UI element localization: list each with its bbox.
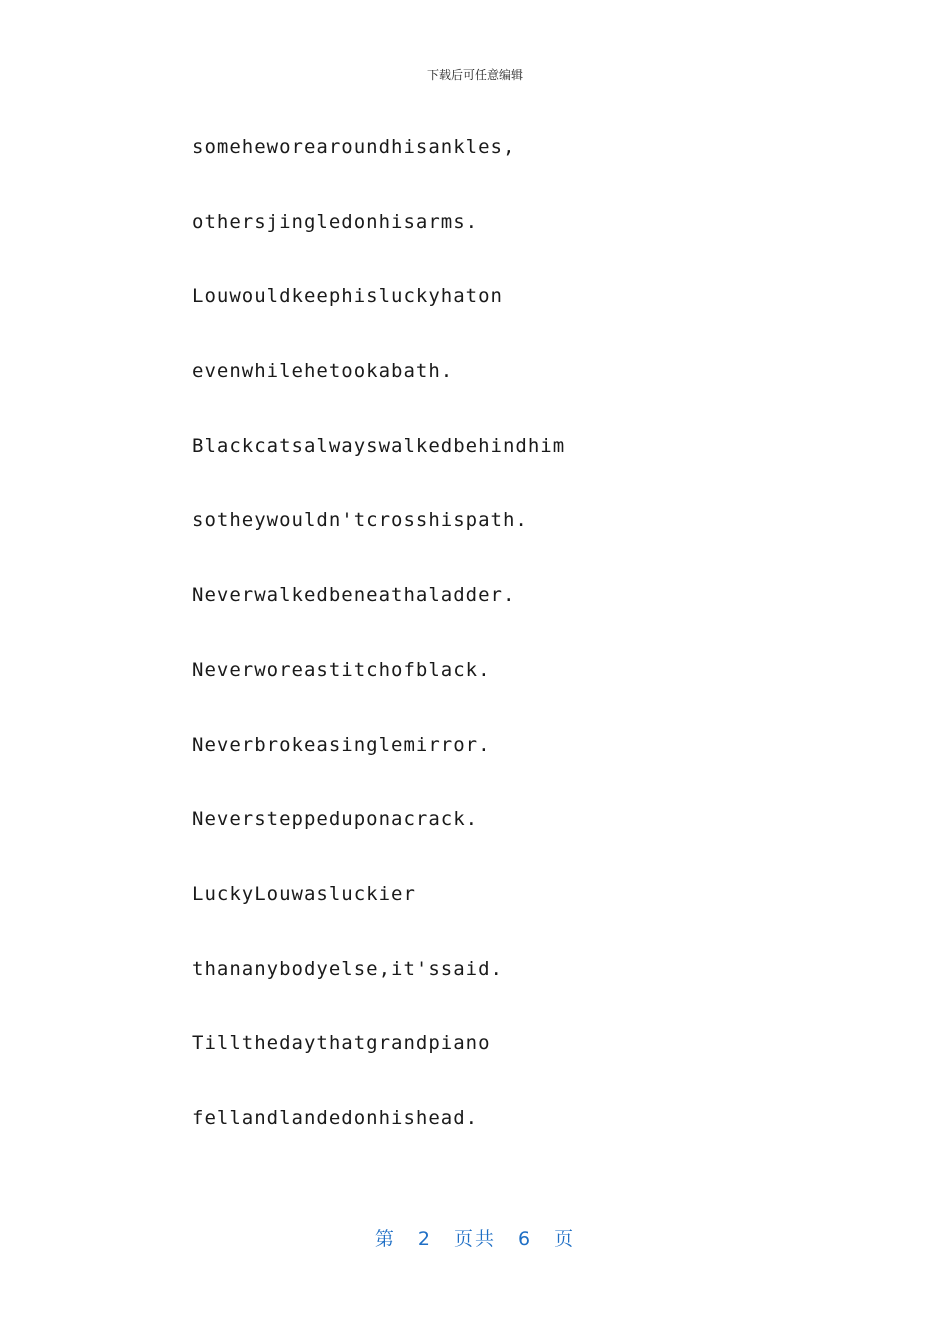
footer-total-pages: 6 — [518, 1228, 533, 1250]
text-line: LuckyLouwasluckier — [192, 882, 416, 905]
text-line: Neverwalkedbeneathaladder. — [192, 584, 516, 607]
text-line: someheworearoundhisankles, — [192, 136, 516, 158]
text-line: evenwhilehetookabath. — [192, 360, 454, 383]
footer-middle: 页共 — [453, 1228, 496, 1250]
document-body — [192, 128, 892, 1174]
text-line: othersjingledonhisarms. — [192, 210, 479, 233]
text-line: Neverworeastitchofblack. — [192, 658, 491, 681]
page-footer — [0, 1224, 950, 1254]
text-line: thananybodyelse,it'ssaid. — [192, 957, 503, 980]
page-header — [0, 66, 950, 84]
footer-suffix: 页 — [554, 1228, 576, 1250]
header-text: 下载后可任意编辑 — [426, 68, 523, 82]
text-line: Tillthedaythatgrandpiano — [192, 1032, 491, 1055]
text-line: sotheywouldn'tcrosshispath. — [192, 509, 528, 532]
text-line: Louwouldkeephisluckyhaton — [192, 285, 503, 308]
text-line: fellandlandedonhishead. — [192, 1106, 479, 1129]
footer-prefix: 第 — [374, 1228, 396, 1250]
text-line: Blackcatsalwayswalkedbehindhim — [192, 434, 566, 457]
footer-page-number: 2 — [417, 1228, 432, 1250]
text-line: Neversteppeduponacrack. — [192, 808, 479, 831]
text-line: Neverbrokeasinglemirror. — [192, 733, 491, 756]
